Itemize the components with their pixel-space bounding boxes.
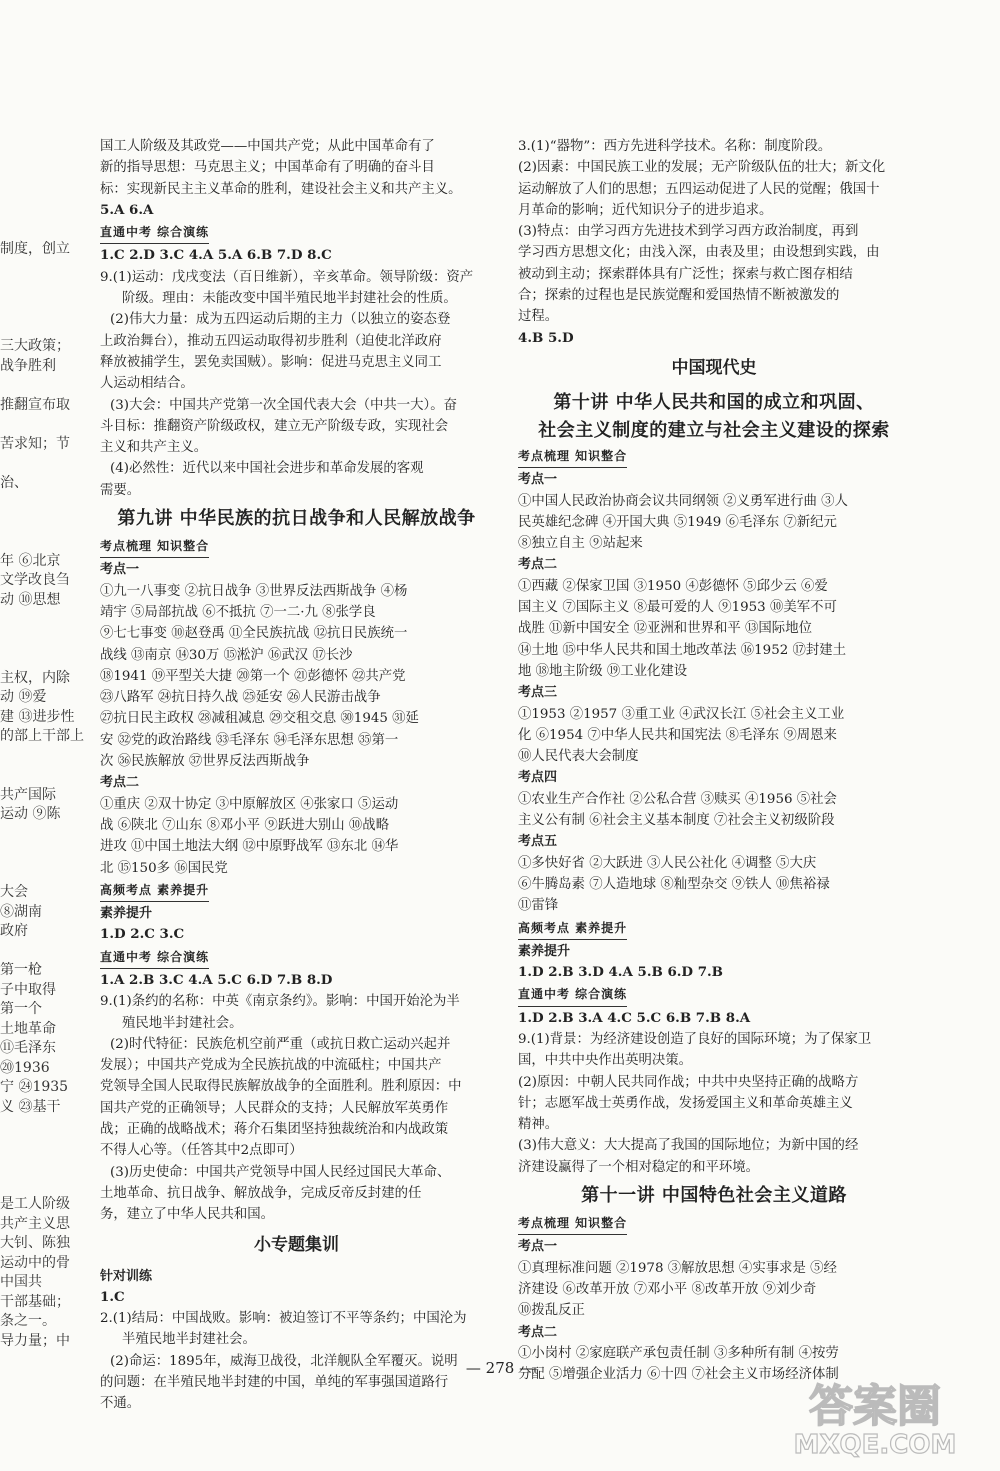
text-line: 国，中共中央作出英明决策。	[518, 1053, 693, 1069]
strip-line	[0, 610, 75, 630]
right-column	[518, 136, 910, 1385]
answer-5-6: 5.A 6.A	[100, 201, 154, 218]
q9-3a: (3)大会：中国共产党第一次全国代表大会（中共一大）。奋	[110, 397, 458, 413]
strip-line: 是工人阶级	[0, 1196, 70, 1212]
text-line: ⑧独立自主 ⑨站起来	[518, 536, 643, 552]
strip-line	[0, 298, 75, 318]
strip-line: 治、	[0, 474, 28, 491]
text-line: ①真理标准问题 ②1978 ③解放思想 ④实事求是 ⑤经	[518, 1260, 837, 1276]
subheading-practice: 直通中考 综合演练	[518, 984, 627, 1006]
mc-answers-2: 1.A 2.B 3.C 4.A 5.C 6.D 7.B 8.D	[100, 971, 333, 988]
t1: 1.C	[100, 1288, 125, 1305]
text-line: ①1953 ②1957 ③重工业 ④武汉长江 ⑤社会主义工业	[518, 706, 845, 722]
strip-line: 政府	[0, 923, 28, 939]
strip-line: ⑳1936	[0, 1059, 50, 1076]
text-line: ①重庆 ②双十协定 ③中原解放区 ④张家口 ⑤运动	[100, 796, 399, 812]
strip-line: 运动 ⑨陈	[0, 806, 61, 822]
text-line: 针；志愿军战士英勇作战，发扬爱国主义和革命英雄主义	[518, 1095, 853, 1111]
strip-line: 宁 ㉔1935	[0, 1079, 69, 1095]
strip-line: 第一个	[0, 1001, 42, 1017]
strip-line: 子中取得	[0, 981, 56, 998]
watermark-logo	[770, 1371, 980, 1461]
answer-4-5: 4.B 5.D	[518, 329, 574, 346]
text-line: ①西藏 ②保家卫国 ③1950 ④彭德怀 ⑤邱少云 ⑥爱	[518, 578, 828, 594]
targeted-training: 针对训练	[100, 1268, 153, 1284]
kaodian-1-lines	[518, 491, 910, 555]
kaodian-2: 考点二	[100, 775, 140, 791]
strip-line: 主权，内除	[0, 669, 70, 686]
text-line: 学习西方思想文化；由浅入深，由表及里；由设想到实践，由	[518, 245, 880, 261]
left-cropped-column	[0, 220, 84, 1351]
mc-answers-1: 1.C 2.D 3.C 4.A 5.A 6.B 7.D 8.C	[100, 247, 332, 264]
kaodian-1: 考点一	[518, 472, 558, 488]
q9-2a: (2)伟大力量：成为五四运动后期的主力（以独立的姿态登	[110, 312, 451, 328]
text-line: 党领导全国人民取得民族解放战争的全面胜利。胜利原因：中	[100, 1079, 462, 1095]
text-line: 战；正确的战略战术；蒋介石集团坚持独裁统治和内战政策	[100, 1122, 449, 1138]
strip-line: 导力量；中	[0, 1332, 70, 1349]
q9-4a: (4)必然性：近代以来中国社会进步和革命发展的客观	[110, 461, 424, 477]
q9-1b: 阶级。理由：未能改变中国半殖民地半封建社会的性质。	[122, 291, 457, 307]
watermark-text-2: MXQE.COM	[793, 1430, 957, 1460]
text-line: 标：实现新民主主义革命的胜利，建设社会主义和共产主义。	[100, 181, 462, 197]
text-line: 3.(1)“器物”：西方先进科学技术。名称：制度阶段。	[518, 139, 832, 154]
kaodian-2b: 考点二	[518, 1324, 558, 1340]
text-line: 民英雄纪念碑 ④开国大典 ⑤1949 ⑥毛泽东 ⑦新纪元	[518, 514, 837, 530]
q9-2d: 人运动相结合。	[100, 376, 194, 392]
strip-line	[0, 1156, 75, 1176]
text-line: ⑩人民代表大会制度	[518, 749, 639, 765]
text-line: 靖宇 ⑤局部抗战 ⑥不抵抗 ⑦一二·九 ⑧张学良	[100, 604, 376, 620]
text-line: 不得人心等。（任答其中2点即可）	[100, 1143, 303, 1159]
strip-line: 推翻宣布取	[0, 396, 70, 413]
text-line: 发展）；中国共产党成为全民族抗战的中流砥柱；中国共产	[100, 1058, 442, 1074]
watermark-text-1: 答案圈	[809, 1381, 941, 1432]
strip-line: 大钊、陈独	[0, 1235, 70, 1251]
strip-line	[0, 766, 75, 786]
text-line: 地 ⑱地主阶级 ⑲工业化建设	[518, 663, 688, 679]
text-line: (2)原因：中朝人民共同作战；中共中央坚持正确的战略方	[518, 1074, 859, 1090]
suyang-label: 素养提升	[518, 943, 571, 959]
strip-line	[0, 513, 75, 533]
q9-4b: 需要。	[100, 482, 141, 498]
strip-line: 动 ⑲爱	[0, 689, 47, 705]
middle-column	[100, 136, 493, 1415]
page-number: — 278 —	[465, 1359, 535, 1377]
text-line: 新的指导思想：马克思主义；中国革命有了明确的奋斗目	[100, 160, 435, 176]
kaodian-2-lines	[518, 576, 910, 682]
text-line: 安 ㉜党的政治路线 ㉝毛泽东 ㉞毛泽东思想 ㉟第一	[100, 732, 399, 748]
text-line: ⑨七七事变 ⑩赵登禹 ⑪全民族抗战 ⑫抗日民族统一	[100, 626, 408, 642]
lecture-9-title: 第九讲 中华民族的抗日战争和人民解放战争	[117, 508, 476, 530]
text-line: ⑪雷锋	[518, 898, 559, 914]
text-line: 运动解放了人们的思想；五四运动促进了人民的觉醒；俄国十	[518, 181, 880, 197]
subheading-highfreq: 高频考点 素养提升	[518, 918, 627, 940]
strip-line: ⑪毛泽东	[0, 1040, 56, 1056]
subheading-highfreq: 高频考点 素养提升	[100, 880, 209, 902]
strip-line	[0, 864, 75, 884]
text-line: 北 ⑮150多 ⑯国民党	[100, 860, 228, 876]
text-line: 国主义 ⑦国际主义 ⑧最可爱的人 ⑨1953 ⑩美军不可	[518, 600, 837, 616]
text-line: ①小岗村 ②家庭联产承包责任制 ③多种所有制 ④按劳	[518, 1345, 839, 1361]
kaodian-3: 考点三	[518, 685, 558, 701]
text-line: 9.(1)背景：为经济建设创造了良好的国际环境；为了保家卫	[518, 1031, 872, 1047]
text-line: ①九一八事变 ②抗日战争 ③世界反法西斯战争 ④杨	[100, 583, 408, 599]
strip-line: 中国共	[0, 1274, 42, 1290]
strip-line	[0, 844, 75, 864]
text-line: 土地革命、抗日战争、解放战争，完成反帝反封建的任	[100, 1185, 422, 1201]
section-title: 中国现代史	[671, 357, 757, 378]
strip-line: 第一枪	[0, 962, 42, 978]
q9-lines	[518, 1029, 910, 1178]
text-line: (2)时代特征：民族危机空前严重（或抗日救亡运动兴起并	[110, 1036, 451, 1052]
t2a: 2.(1)结局：中国战败。影响：被迫签订不平等条约；中国沦为	[100, 1311, 467, 1327]
strip-line	[0, 825, 75, 845]
strip-line	[0, 1137, 75, 1157]
suyang-answers: 1.D 2.B 3.D 4.A 5.B 6.D 7.B	[518, 964, 724, 981]
text-line: ⑥牛腾岛素 ⑦人造地球 ⑧籼型杂交 ⑨铁人 ⑩焦裕禄	[518, 876, 830, 892]
kaodian-2-lines	[100, 794, 493, 879]
t2c: (2)命运：1895年，威海卫战役，北洋舰队全军覆灭。说明	[110, 1353, 458, 1369]
text-line: 合；探索的过程也是民族觉醒和爱国热情不断被激发的	[518, 288, 840, 304]
subheading-review-2: 考点梳理 知识整合	[518, 1213, 627, 1235]
q9-3b: 斗目标：推翻资产阶级政权，建立无产阶级专政，实现社会	[100, 418, 449, 434]
strip-line	[0, 747, 75, 767]
text-line: 济建设赢得了一个相对稳定的和平环境。	[518, 1159, 760, 1175]
strip-line	[0, 376, 75, 396]
subheading-review: 考点梳理 知识整合	[100, 536, 209, 558]
strip-line: 文学改良刍	[0, 572, 70, 588]
kaodian-1-lines	[100, 581, 493, 773]
strip-line	[0, 649, 75, 669]
text-line: 月革命的影响；近代知识分子的进步追求。	[518, 202, 773, 218]
strip-line	[0, 279, 75, 299]
q9b-2-lines	[100, 1034, 493, 1162]
text-line: ⑱1941 ⑲平型关大捷 ⑳第一个 ㉑彭德怀 ㉒共产党	[100, 668, 406, 684]
strip-line: 三大政策；	[0, 338, 70, 354]
strip-line	[0, 1117, 75, 1137]
strip-line	[0, 1176, 75, 1196]
text-line: ㉗抗日民主政权 ㉘减租减息 ㉙交租交息 ㉚1945 ㉛延	[100, 711, 419, 727]
lecture-11-title: 第十一讲 中国特色社会主义道路	[581, 1185, 847, 1207]
strip-line: 制度，创立	[0, 240, 70, 257]
subheading-practice: 直通中考 综合演练	[100, 222, 209, 244]
intro-lines	[100, 136, 493, 200]
text-line: 精神。	[518, 1117, 559, 1133]
text-line: 战胜 ⑪新中国安全 ⑫亚洲和世界和平 ⑬国际地位	[518, 621, 812, 637]
strip-line: 共产主义思	[0, 1215, 70, 1232]
text-line: 过程。	[518, 309, 559, 325]
lecture-10-title-a: 第十讲 中华人民共和国的成立和巩固、	[553, 391, 875, 413]
strip-line: 义 ㉓基干	[0, 1098, 61, 1115]
text-line: 分配 ⑤增强企业活力 ⑥十四 ⑦社会主义市场经济体制	[518, 1367, 839, 1383]
strip-line: 条之一。	[0, 1313, 56, 1329]
strip-line: 动 ⑩思想	[0, 591, 61, 608]
q9b-1b: 殖民地半封建社会。	[122, 1015, 243, 1031]
subheading-review: 考点梳理 知识整合	[518, 446, 627, 468]
t2b: 半殖民地半封建社会。	[122, 1332, 256, 1348]
text-line: 化 ⑥1954 ⑦中华人民共和国宪法 ⑧毛泽东 ⑨周恩来	[518, 727, 837, 743]
text-line: ⑩拨乱反正	[518, 1303, 585, 1319]
text-line: ①中国人民政治协商会议共同纲领 ②义勇军进行曲 ③人	[518, 493, 848, 509]
strip-line	[0, 220, 75, 240]
strip-line: 运动中的骨	[0, 1254, 70, 1271]
q9-1a: 9.(1)运动：戊戌变法（百日维新），辛亥革命。领导阶级：资产	[100, 269, 474, 285]
strip-line: 的部上干部上	[0, 728, 84, 744]
strip-line: 战争胜利	[0, 357, 56, 374]
mc-answers: 1.D 2.B 3.A 4.C 5.C 6.B 7.B 8.A	[518, 1009, 751, 1026]
kaodian-1b: 考点一	[518, 1239, 558, 1255]
suyang-answers: 1.D 2.C 3.C	[100, 926, 185, 943]
text-line: 主义公有制 ⑥社会主义基本制度 ⑦社会主义初级阶段	[518, 813, 835, 829]
text-line: 战 ⑥陕北 ⑦山东 ⑧邓小平 ⑨跃进大别山 ⑩战略	[100, 817, 390, 833]
text-line: (3)历史使命：中国共产党领导中国人民经过国民大革命、	[110, 1164, 451, 1180]
text-line: 次 ㊱民族解放 ㊲世界反法西斯战争	[100, 754, 310, 770]
lecture-10-title-b: 社会主义制度的建立与社会主义建设的探索	[538, 419, 890, 441]
subheading-practice-2: 直通中考 综合演练	[100, 947, 209, 969]
kaodian-1b-lines	[518, 1258, 910, 1322]
text-line: 国工人阶级及其政党——中国共产党；从此中国革命有了	[100, 139, 435, 154]
strip-line	[0, 493, 75, 513]
strip-line	[0, 415, 75, 435]
q9-2c: 释放被捕学生，罢免卖国贼）。影响：促进马克思主义同工	[100, 354, 442, 370]
strip-line: 干部基础；	[0, 1293, 70, 1310]
kaodian-4-lines	[518, 789, 910, 832]
kaodian-2: 考点二	[518, 557, 558, 573]
strip-line: 建 ⑬进步性	[0, 708, 75, 725]
text-line: (3)特点：由学习西方先进技术到学习西方政治制度，再到	[518, 224, 859, 240]
text-line: 国共产党的正确领导；人民群众的支持；人民解放军英勇作	[100, 1100, 449, 1116]
q9b-1a: 9.(1)条约的名称：中英《南京条约》。影响：中国开始沦为半	[100, 994, 460, 1010]
strip-line: ⑧湖南	[0, 903, 42, 920]
strip-line	[0, 532, 75, 552]
text-line: (3)伟大意义：大大提高了我国的国际地位；为新中国的经	[518, 1138, 859, 1154]
strip-line: 大会	[0, 884, 28, 900]
text-line: (2)因素：中国民族工业的发展；无产阶级队伍的壮大；新文化	[518, 160, 886, 176]
text-line: 济建设 ⑥改革开放 ⑦邓小平 ⑧改革开放 ⑨刘少奇	[518, 1281, 817, 1297]
t2e: 不通。	[100, 1396, 141, 1412]
strip-line: 土地革命	[0, 1020, 56, 1037]
text-line: ①多快好省 ②大跃进 ③人民公社化 ④调整 ⑤大庆	[518, 855, 817, 871]
text-line: 战线 ⑬南京 ⑭30万 ⑮淞沪 ⑯武汉 ⑰长沙	[100, 647, 353, 663]
strip-line	[0, 942, 75, 962]
strip-line	[0, 318, 75, 338]
q9-2b: 上政治舞台），推动五四运动取得初步胜利（迫使北洋政府	[100, 333, 442, 349]
suyang-label: 素养提升	[100, 906, 153, 922]
strip-line	[0, 454, 75, 474]
kaodian-1: 考点一	[100, 562, 140, 578]
kaodian-4: 考点四	[518, 770, 558, 786]
kaodian-3-lines	[518, 704, 910, 768]
kaodian-5-lines	[518, 853, 910, 917]
strip-line: 共产国际	[0, 786, 56, 803]
text-line: 务，建立了中华人民共和国。	[100, 1207, 275, 1223]
kaodian-5: 考点五	[518, 834, 558, 850]
q9-3c: 主义和共产主义。	[100, 440, 208, 456]
text-line: 被动到主动；探索群体具有广泛性；探索与救亡图存相结	[518, 266, 853, 282]
text-line: 进攻 ⑪中国土地法大纲 ⑫中原野战军 ⑬东北 ⑭华	[100, 839, 399, 855]
strip-line	[0, 630, 75, 650]
strip-line: 年 ⑥北京	[0, 552, 61, 569]
text-line: ㉓八路军 ㉔抗日持久战 ㉕延安 ㉖人民游击战争	[100, 690, 381, 706]
text-line: ①农业生产合作社 ②公私合营 ③赎买 ④1956 ⑤社会	[518, 791, 837, 807]
text-line: ⑭土地 ⑮中华人民共和国土地改革法 ⑯1952 ⑰封建土	[518, 642, 847, 658]
t2d: 的问题：在半殖民地半封建的中国，单纯的军事强国道路行	[100, 1375, 449, 1391]
q3-lines	[518, 136, 910, 328]
special-topic-title: 小专题集训	[254, 1234, 339, 1255]
q9b-3-lines	[100, 1162, 493, 1226]
strip-line: 苦求知；节	[0, 435, 70, 452]
strip-line	[0, 259, 75, 279]
